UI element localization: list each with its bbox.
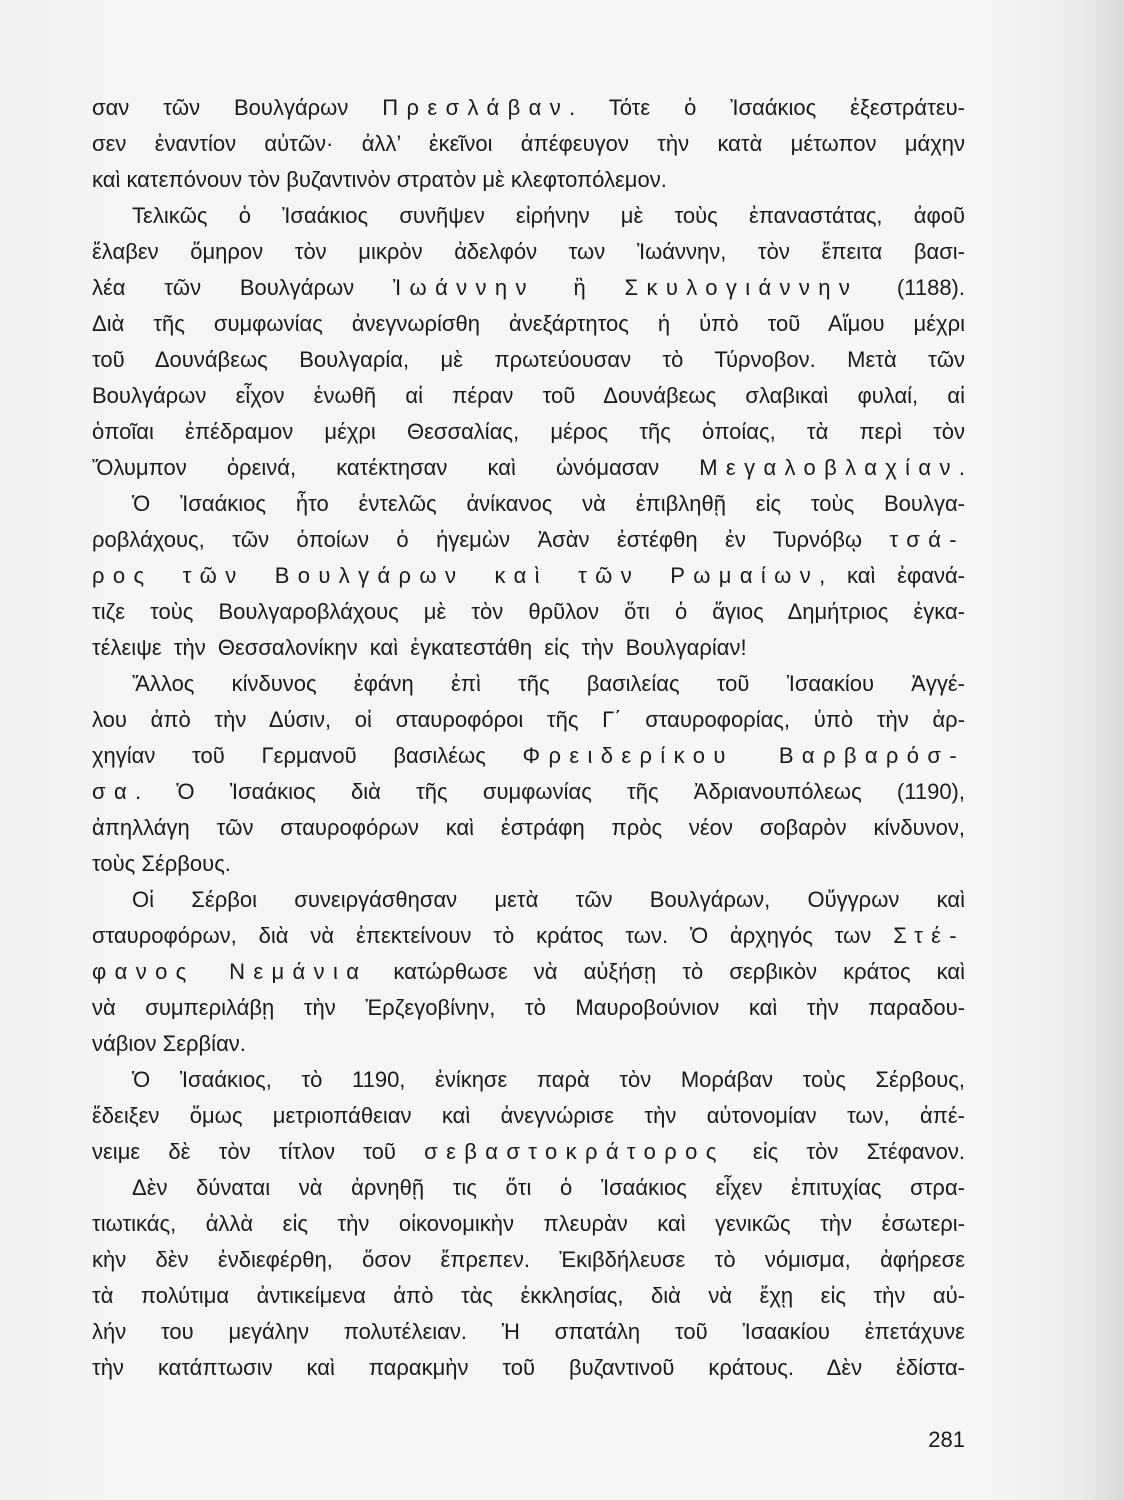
text-segment: χηγίαν τοῦ Γερμανοῦ βασιλέως [92, 743, 523, 768]
paragraph-first-line [92, 666, 965, 702]
text-line [92, 1134, 965, 1170]
text-segment: νειμε δὲ τὸν τίτλον τοῦ [92, 1139, 425, 1164]
text-segment: ἢ [534, 275, 625, 300]
spaced-text: σεβαστοκράτορος [424, 1139, 725, 1164]
text-line [92, 342, 965, 378]
text-line [92, 126, 965, 162]
text-segment: . [958, 455, 965, 480]
page-number: 281 [928, 1427, 965, 1452]
text-segment: ἔλαβεν ὅμηρον τὸν μικρὸν ἀδελφόν των Ἰωάννην, τὸν ἔπειτα βασι- [92, 239, 965, 264]
text-segment: σαν τῶν Βουλγάρων [92, 95, 383, 120]
text-segment: Βουλγάρων εἶχον ἑνωθῆ αἱ πέραν τοῦ Δουνάβεως σλαβικαὶ φυλαί, αἱ [92, 383, 965, 408]
text-line [92, 234, 965, 270]
text-line [92, 1350, 965, 1386]
text-segment: τέλειψε τὴν Θεσσαλονίκην καὶ ἐγκατεστάθη εἰς τὴν Βουλγαρίαν! [92, 635, 747, 660]
paragraph-first-line [92, 1170, 965, 1206]
text-segment: κατώρθωσε νὰ αὐξήσῃ τὸ σερβικὸν κράτος καὶ [367, 959, 965, 984]
text-segment: εἰς τὸν Στέφανον. [724, 1139, 965, 1164]
spaced-text: σα [92, 779, 136, 804]
text-line [92, 594, 965, 630]
text-segment: κὴν δὲν ἐνδιεφέρθη, ὅσον ἔπρεπεν. Ἐκιβδήλευσε τὸ νόμισμα, ἀφήρεσε [92, 1247, 965, 1272]
text-line [92, 846, 965, 882]
text-line [92, 558, 965, 594]
text-line [92, 918, 965, 954]
text-segment: τοὺς Σέρβους. [92, 851, 231, 876]
text-line [92, 810, 965, 846]
text-segment: . Τότε ὁ Ἰσαάκιος ἐξεστράτευ- [569, 95, 965, 120]
text-segment: τοῦ Δουνάβεως Βουλγαρία, μὲ πρωτεύουσαν τὸ Τύρνοβον. Μετὰ τῶν [92, 347, 965, 372]
text-segment: , καὶ ἐφανά- [819, 563, 965, 588]
text-line [92, 990, 965, 1026]
text-line [92, 522, 965, 558]
text-line [92, 378, 965, 414]
spaced-text: Σκυλογιάννην [624, 275, 859, 300]
text-line [92, 1314, 965, 1350]
text-segment: λου ἀπὸ τὴν Δύσιν, οἱ σταυροφόροι τῆς Γ΄ σταυροφορίας, ὑπὸ τὴν ἀρ- [92, 707, 965, 732]
text-segment: Ὁ Ἰσαάκιος ἦτο ἐντελῶς ἀνίκανος νὰ ἐπιβληθῇ εἰς τοὺς Βουλγα- [132, 491, 965, 516]
text-line [92, 954, 965, 990]
text-segment: καὶ κατεπόνουν τὸν βυζαντινὸν στρατὸν μὲ κλεφτοπόλεμον. [92, 167, 667, 192]
text-line [92, 90, 965, 126]
spaced-text: Μεγαλοβλαχίαν [699, 455, 959, 480]
text-line [92, 414, 965, 450]
text-segment: νάβιον Σερβίαν. [92, 1031, 246, 1056]
text-line [92, 1098, 965, 1134]
text-segment: (1188). [858, 275, 965, 300]
spaced-text: Πρεσλάβαν [382, 95, 570, 120]
text-line [92, 774, 965, 810]
text-line [92, 270, 965, 306]
text-segment: τὴν κατάπτωσιν καὶ παρακμὴν τοῦ βυζαντινοῦ κράτους. Δὲν ἐδίστα- [92, 1355, 965, 1380]
text-segment: Ὁ Ἰσαάκιος, τὸ 1190, ἐνίκησε παρὰ τὸν Μοράβαν τοὺς Σέρβους, [132, 1067, 965, 1092]
text-line [92, 702, 965, 738]
text-segment: . Ὁ Ἰσαάκιος διὰ τῆς συμφωνίας τῆς Ἀδριανουπόλεως (1190), [135, 779, 965, 804]
text-segment: ὁποῖαι ἐπέδραμον μέχρι Θεσσαλίας, μέρος τῆς ὁποίας, τὰ περὶ τὸν [92, 419, 965, 444]
spaced-text: ρος τῶν Βουλγάρων καὶ τῶν Ρωμαίων [92, 563, 820, 588]
text-line [92, 162, 965, 198]
paragraph-first-line [92, 486, 965, 522]
paragraph-first-line [92, 198, 965, 234]
text-line [92, 1278, 965, 1314]
text-segment: λήν του μεγάλην πολυτέλειαν. Ἡ σπατάλη τοῦ Ἰσαακίου ἐπετάχυνε [92, 1319, 965, 1344]
spaced-text: φανος Νεμάνια [92, 959, 368, 984]
text-segment: Δὲν δύναται νὰ ἀρνηθῇ τις ὅτι ὁ Ἰσαάκιος εἶχεν ἐπιτυχίας στρα- [132, 1175, 965, 1200]
text-segment: τιζε τοὺς Βουλγαροβλάχους μὲ τὸν θρῦλον ὅτι ὁ ἅγιος Δημήτριος ἐγκα- [92, 599, 965, 624]
text-line [92, 1206, 965, 1242]
text-line [92, 630, 965, 666]
text-segment: Ἄλλος κίνδυνος ἐφάνη ἐπὶ τῆς βασιλείας τοῦ Ἰσαακίου Ἀγγέ- [132, 671, 965, 696]
spaced-text: Φρειδερίκου Βαρβαρόσ- [522, 743, 965, 768]
text-segment: Οἱ Σέρβοι συνειργάσθησαν μετὰ τῶν Βουλγάρων, Οὔγγρων καὶ [132, 887, 965, 912]
text-segment: λέα τῶν Βουλγάρων [92, 275, 393, 300]
text-segment: σεν ἐναντίον αὐτῶν· ἀλλ’ ἐκεῖνοι ἀπέφευγον τὴν κατὰ μέτωπον μάχην [92, 131, 965, 156]
text-segment: Τελικῶς ὁ Ἰσαάκιος συνῆψεν εἰρήνην μὲ τοὺς ἐπαναστάτας, ἀφοῦ [132, 203, 965, 228]
text-line [92, 1242, 965, 1278]
text-segment: νὰ συμπεριλάβῃ τὴν Ἐρζεγοβίνην, τὸ Μαυροβούνιον καὶ τὴν παραδου- [92, 995, 965, 1020]
text-line [92, 738, 965, 774]
text-segment: τιωτικάς, ἀλλὰ εἰς τὴν οἰκονομικὴν πλευρὰν καὶ γενικῶς τὴν ἐσωτερι- [92, 1211, 965, 1236]
text-segment: ἀπηλλάγη τῶν σταυροφόρων καὶ ἐστράφη πρὸς νέον σοβαρὸν κίνδυνον, [92, 815, 965, 840]
body-text [92, 90, 965, 1386]
text-segment: ροβλάχους, τῶν ὁποίων ὁ ἡγεμὼν Ἀσὰν ἐστέφθη ἐν Τυρνόβῳ [92, 527, 890, 552]
text-segment: Ὄλυμπον ὀρεινά, κατέκτησαν καὶ ὠνόμασαν [92, 455, 700, 480]
paragraph-first-line [92, 882, 965, 918]
text-segment: Διὰ τῆς συμφωνίας ἀνεγνωρίσθη ἀνεξάρτητος ἡ ὑπὸ τοῦ Αἵμου μέχρι [92, 311, 965, 336]
spaced-text: τσά- [889, 527, 965, 552]
text-segment: ἔδειξεν ὅμως μετριοπάθειαν καὶ ἀνεγνώρισε τὴν αὐτονομίαν των, ἀπέ- [92, 1103, 965, 1128]
text-segment: τὰ πολύτιμα ἀντικείμενα ἀπὸ τὰς ἐκκλησίας, διὰ νὰ ἔχῃ εἰς τὴν αὐ- [92, 1283, 965, 1308]
spaced-text: Ἰωάννην [392, 275, 535, 300]
text-segment: σταυροφόρων, διὰ νὰ ἐπεκτείνουν τὸ κράτος των. Ὁ ἀρχηγός των [92, 923, 894, 948]
spaced-text: Στέ- [893, 923, 965, 948]
text-line [92, 1026, 965, 1062]
text-line [92, 450, 965, 486]
text-line [92, 306, 965, 342]
paragraph-first-line [92, 1062, 965, 1098]
